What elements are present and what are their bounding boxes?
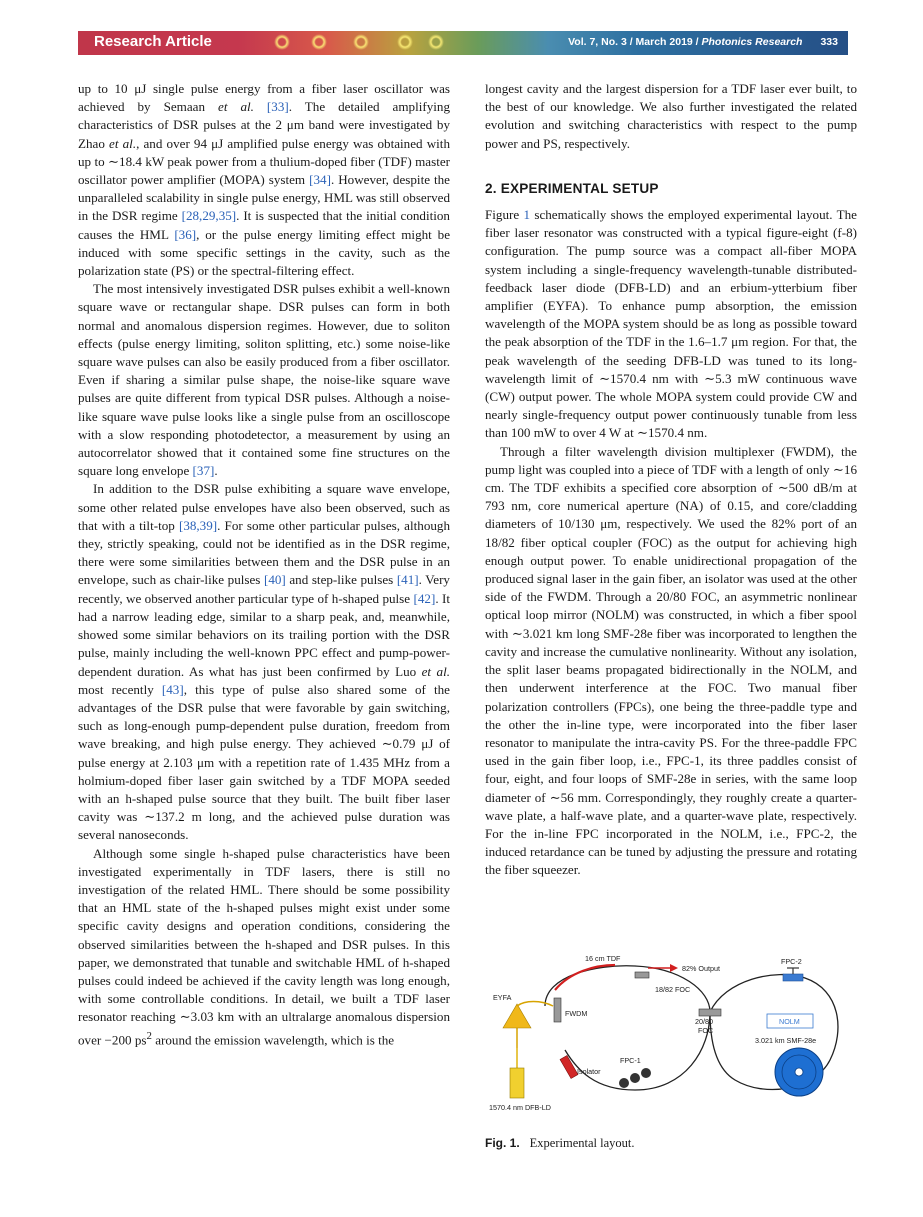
experimental-layout-diagram: [485, 950, 857, 1130]
fiber-spool-icon: [795, 1068, 803, 1076]
figure-caption: [485, 1136, 857, 1151]
paragraph: Through a filter wavelength division multiplexer (FWDM), the pump light was coupled into a piece of TDF with a length of only ∼16 cm. The TDF exhibits a specified core absorption of ∼500 dB/m at 793 nm, core numerical aperture (NA) of 0.15, and core/cladding diameters of 10/130 μm, respectively. We used the 82% port of an 18/82 fiber optical coupler (FOC) as the output for achieving high enough output power. To enable unidirectional propagation of the produced signal laser in the gain fiber, an isolator was used at the other side of the FWDM. Through a 20/80 FOC, an asymmetric nonlinear optical loop mirror (NOLM) was constructed, in which a fiber spool with ∼3.021 km long SMF-28e fiber was incorporated to lengthen the cavity and increase the cumulative nonlinearity. Without any isolation, the split laser beams propagated bidirectionally in the NOLM, and then underwent interference at the FOC. Two manual fiber polarization controllers (FPCs), one being the three-paddle type and the other the in-line type, were incorporated into the fiber laser resonator to manipulate the intra-cavity PS. For the three-paddle FPC used in the gain fiber loop, i.e., FPC-1, its three paddles consist of four, eight, and four loops of SMF-28e in series, with the same loop diameter of ∼56 mm. Correspondingly, they roughly create a quarter-wave plate, a half-wave plate, and a quarter-wave plate, respectively. For the in-line FPC incorporated in the NOLM, i.e., FPC-2, the induced retardance can be tuned by adjusting the pressure and rotating the fiber squeezer.: [485, 443, 857, 878]
citation-link[interactable]: [42]: [413, 590, 436, 606]
label-tdf: 16 cm TDF: [585, 954, 621, 963]
paragraph: up to 10 μJ single pulse energy from a fiber laser oscillator was achieved by Semaan et al. [33]. The detailed amplifying characteristics of DSR pulses at the 2 μm band were investigated by Zhao et al., and over 94 μJ amplified pulse energy was obtained with up to ∼18.4 kW peak power from a thulium-doped fiber (TDF) master oscillator power amplifier (MOPA) system [34]. However, despite the unparalleled scalability in single pulse energy, HML was still observed in the DSR regime [28,29,35]. It is suspected that the initial condition causes the HML [36], or the pulse energy limiting effect might be induced with some specific settings in the cavity, such as the polarization state (PS) or the spectral-filtering effect.: [78, 81, 451, 279]
label-smf: 3.021 km SMF-28e: [755, 1036, 817, 1045]
journal-name: Photonics Research: [701, 36, 803, 48]
coupler-1882: [635, 972, 649, 978]
paragraph: Although some single h-shaped pulse characteristics have been investigated experimentally in TDF lasers, there is still no investigation of the related HML. There should be some possibility that an HML state of the h-shaped pulses might exist under some specific cavity designs and operation conditions, considering the observed similarities between the h-shaped and DSR pulses. In this paper, we demonstrated that tunable and switchable HML of h-shaped pulses could indeed be achieved if the cavity length was long enough, with some controllable conditions. In detail, we built a TDF laser resonator reaching ∼3.03 km with an ultralarge anomalous dispersion over −200 $ps^2$ around the emission wavelength, which is the: [78, 845, 450, 1047]
left-column: [78, 80, 450, 1049]
coupler-2080: [699, 1009, 721, 1016]
label-dfb-ld: 1570.4 nm DFB-LD: [489, 1103, 551, 1112]
label-output: 82% Output: [682, 964, 720, 973]
page-number: 333: [820, 36, 838, 48]
decorative-circle-icon: [311, 34, 327, 50]
journal-volume: Vol. 7, No. 3 / March 2019 /: [568, 36, 702, 48]
journal-info: [568, 36, 838, 48]
citation-link[interactable]: [43]: [161, 681, 184, 697]
pump-fiber: [517, 1002, 553, 1007]
fpc1-paddle-icon: [619, 1078, 629, 1088]
label-fwdm: FWDM: [565, 1009, 588, 1018]
label-fpc1: FPC-1: [620, 1056, 641, 1065]
paragraph: longest cavity and the largest dispersion for a TDF laser ever built, to the best of our knowledge. We also further investigated the related evolution and switching characteristics with respect to the pump power and PS, respectively.: [485, 81, 857, 151]
citation-link[interactable]: [34]: [309, 172, 331, 188]
label-eyfa: EYFA: [493, 993, 512, 1002]
paragraph: Figure 1 schematically shows the employed experimental layout. The fiber laser resonator was constructed with a typical figure-eight (f-8) configuration. The pump source was a compact all-fiber MOPA system including a single-frequency wavelength-tunable distributed-feedback laser diode (DFB-LD) and an erbium-ytterbium fiber amplifier (EYFA). To enhance pump absorption, the emission wavelength of the MOPA system should be as long as possible toward the peak absorption of the TDF in the 1.6–1.7 μm region. For that, the peak wavelength of the seeding DFB-LD was tuned to its long-wavelength limit of ∼1570.4 nm with ∼5.3 mW continuous wave (CW) output power. The whole MOPA system could provide CW and nearly single-frequency output power continuously tunable from less than 100 mW to over 4 W at ∼1570.4 nm.: [485, 207, 857, 441]
dfb-ld-icon: [510, 1068, 524, 1098]
isolator-icon: [560, 1055, 578, 1078]
section-label: Research Article: [94, 33, 212, 50]
label-foc-1882: 18/82 FOC: [655, 985, 691, 994]
citation-link[interactable]: [33]: [266, 99, 289, 115]
decorative-circle-icon: [397, 34, 413, 50]
citation-link[interactable]: [40]: [263, 572, 286, 588]
label-foc-2080: 20/80: [695, 1017, 713, 1026]
label-isolator: Isolator: [577, 1067, 601, 1076]
decorative-circle-icon: [274, 34, 290, 50]
figure-link[interactable]: 1: [523, 207, 531, 223]
page-header: [78, 31, 848, 55]
label-foc-2080: FOC: [698, 1026, 714, 1035]
label-fpc2: FPC-2: [781, 957, 802, 966]
decorative-circle-icon: [353, 34, 369, 50]
caption-label: Fig. 1.: [485, 1136, 520, 1150]
citation-link[interactable]: [37]: [192, 463, 215, 479]
citation-link[interactable]: [36]: [174, 226, 197, 242]
paragraph: In addition to the DSR pulse exhibiting a square wave envelope, some other related pulse envelopes have also been observed, such as that with a tilt-top [38,39]. For some other particular pulses, although they, strictly speaking, could not be identified as in the DSR regime, there were some similarities between them and the DSR pulse in an envelope, such as chair-like pulses [40] and step-like pulses [41]. Very recently, we observed another particular type of h-shaped pulse [42]. It had a narrow leading edge, similar to a sharp peak, and, meanwhile, showed some similar behaviors on its trailing portion with the DSR pulse, mainly including the well-known PPC effect and pump-power-dependent duration. As what has just been confirmed by Luo et al. most recently [43], this type of pulse also shared some of the advantages of the DSR pulse that were favorable by gain switching, such as long-enough pump-dependent pulse duration, freedom from wave breaking, and high pulse energy. They achieved ∼0.79 μJ of pulse energy at 2.103 μm with a repetition rate of 1.435 MHz from a holmium-doped fiber laser gain switched by a TDF MOPA seeded with an h-shaped pulse source that they built. The built fiber laser cavity was ∼137.2 m long, and the achieved pulse duration was several nanoseconds.: [78, 481, 451, 843]
figure-1: [485, 950, 857, 1151]
tdf-fiber: [555, 965, 615, 990]
eyfa-amplifier-icon: [503, 1004, 531, 1028]
citation-link[interactable]: [41]: [396, 572, 419, 588]
fwdm: [554, 998, 561, 1022]
citation-link[interactable]: [28,29,35]: [181, 208, 237, 224]
output-arrow-icon: [670, 964, 678, 972]
fpc1-paddle-icon: [641, 1068, 651, 1078]
caption-text: Experimental layout.: [529, 1136, 635, 1150]
label-nolm: NOLM: [779, 1017, 800, 1026]
section-heading: 2. EXPERIMENTAL SETUP: [485, 180, 659, 196]
decorative-circle-icon: [428, 34, 444, 50]
paragraph: The most intensively investigated DSR pulses exhibit a well-known square wave or rectangular shape. DSR pulses can form in both normal and anomalous dispersion regimes. However, due to soliton effects (pulse energy limiting, soliton splitting, etc.) some noise-like square wave pulses can also be easily produced from a fiber oscillator. Even if sharing a similar pulse shape, the noise-like square wave pulses are quite different from typical DSR pulses. Although a noise-like square wave pulse looks like a single pulse from an oscilloscope with a slow responding photodetector, a measurement by using an autocorrelator showed that it contained some fine structures on the square long envelope [37].: [78, 281, 450, 479]
right-column: [485, 80, 857, 880]
fpc1-paddle-icon: [630, 1073, 640, 1083]
fpc2-icon: [783, 974, 803, 981]
citation-link[interactable]: [38,39]: [178, 517, 218, 533]
